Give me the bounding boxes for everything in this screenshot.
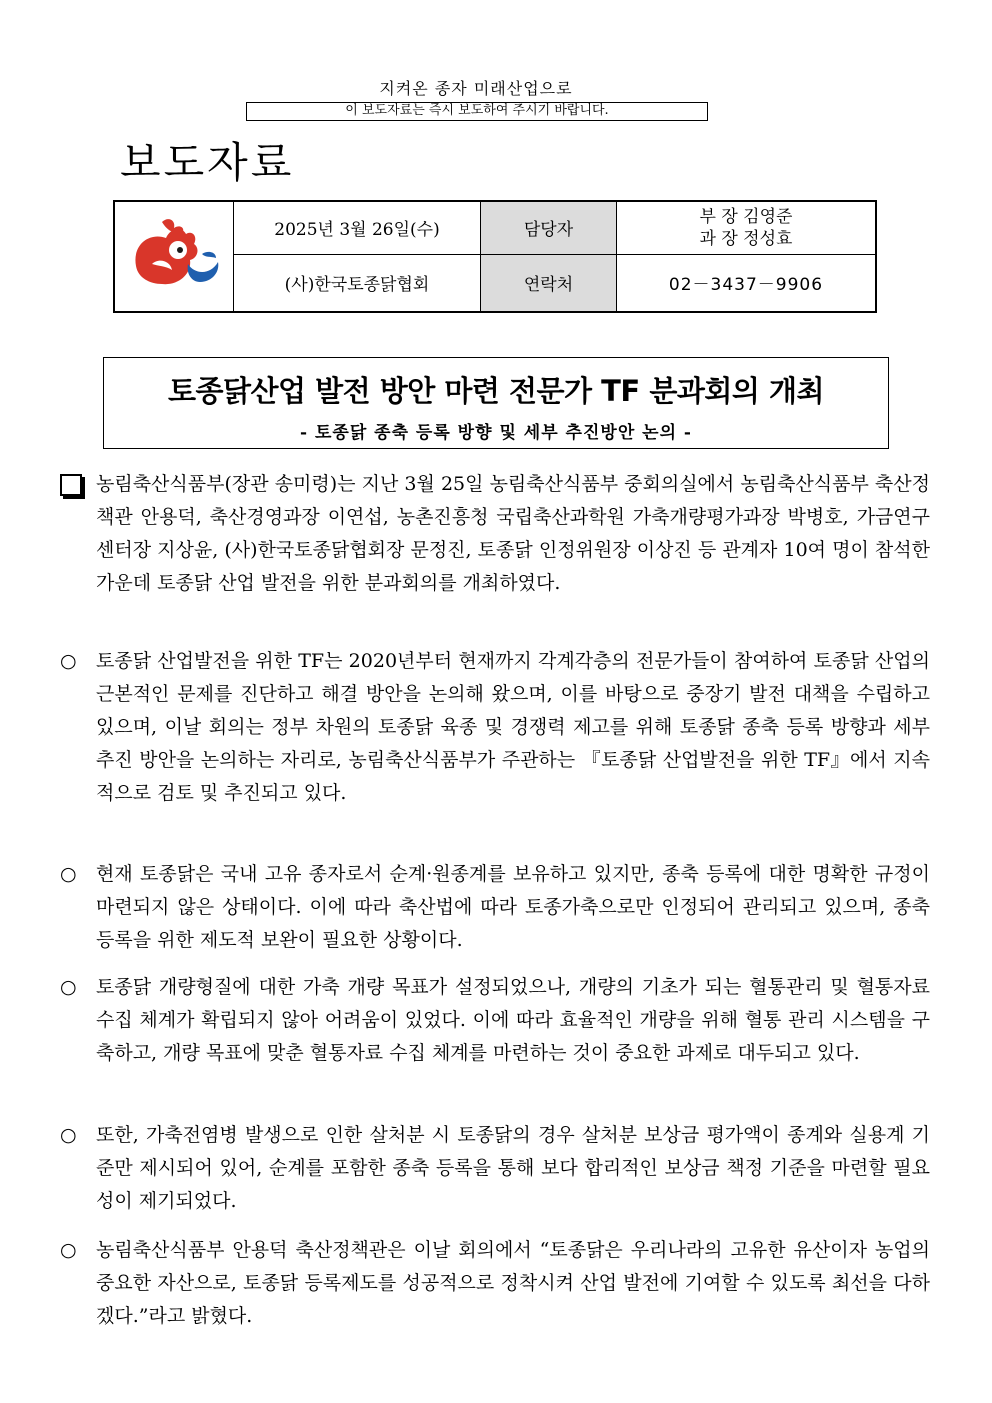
contact-name-1: 부 장 김영준 <box>699 206 793 227</box>
paragraph-text: 농림축산식품부(장관 송미령)는 지난 3월 25일 농림축산식품부 중회의실에서 농림축산식품부 축산정책관 안용덕, 축산경영과장 이연섭, 농촌진흥청 국립축산과학원 가축개량평가과장 박병호, 가금연구센터장 지상윤, (사)한국토종닭협회장 문정진, 토종닭 인정위원장 이상진 등 관계자 10여 명이 참석한 가운데 토종닭 산업 발전을 위한 분과회의를 개최하였다. <box>96 473 930 594</box>
paragraph-text: 농림축산식품부 안용덕 축산정책관은 이날 회의에서 “토종닭은 우리나라의 고유한 유산이자 농업의 중요한 자산으로, 토종닭 등록제도를 성공적으로 정착시켜 산업 발전에 기여할 수 있도록 최선을 다하겠다.”라고 밝혔다. <box>96 1239 930 1327</box>
paragraph-text: 토종닭 개량형질에 대한 가축 개량 목표가 설정되었으나, 개량의 기초가 되는 혈통관리 및 혈통자료 수집 체계가 확립되지 않아 어려움이 있었다. 이에 따라 효율적인 개량을 위해 혈통 관리 시스템을 구축하고, 개량 목표에 맞춘 혈통자료 수집 체계를 마련하는 것이 중요한 과제로 대두되고 있다. <box>96 976 930 1064</box>
contact-names <box>617 201 877 254</box>
slogan: 지켜온 종자 미래산업으로 <box>379 79 573 98</box>
paragraph-2 <box>60 645 930 810</box>
release-date: 2025년 3월 26일(수) <box>234 201 481 254</box>
paragraph-text: 또한, 가축전염병 발생으로 인한 살처분 시 토종닭의 경우 살처분 보상금 평가액이 종계와 실용계 기준만 제시되어 있어, 순계를 포함한 종축 등록을 통해 보다 합리적인 보상금 책정 기준을 마련할 필요성이 제기되었다. <box>96 1124 930 1212</box>
paragraph-6 <box>60 1234 930 1333</box>
headline-title: 토종닭산업 발전 방안 마련 전문가 TF 분과회의 개최 <box>167 374 825 408</box>
circle-bullet-icon: ○ <box>60 1124 77 1146</box>
headline-box <box>103 357 889 449</box>
paragraph-4 <box>60 971 930 1070</box>
phone-label: 연락처 <box>481 254 617 312</box>
paragraph-text: 현재 토종닭은 국내 고유 종자로서 순계·원종계를 보유하고 있지만, 종축 등록에 대한 명확한 규정이 마련되지 않은 상태이다. 이에 따라 축산법에 따라 토종가축으로만 인정되어 관리되고 있으며, 종축 등록을 위한 제도적 보완이 필요한 상황이다. <box>96 863 930 951</box>
paragraph-1 <box>60 468 930 600</box>
paragraph-5 <box>60 1119 930 1218</box>
circle-bullet-icon: ○ <box>60 863 77 885</box>
logo-cell <box>114 201 234 312</box>
circle-bullet-icon: ○ <box>60 976 77 998</box>
contact-label: 담당자 <box>481 201 617 254</box>
square-bullet-icon <box>60 468 82 507</box>
phone-number: 02－3437－9906 <box>617 254 877 312</box>
circle-bullet-icon: ○ <box>60 1239 77 1261</box>
info-table <box>113 200 877 313</box>
embargo-notice: 이 보도자료는 즉시 보도하여 주시기 바랍니다. <box>246 102 708 121</box>
organization-name: (사)한국토종닭협회 <box>234 254 481 312</box>
association-logo-icon <box>122 214 226 294</box>
headline-subtitle: - 토종닭 종축 등록 방향 및 세부 추진방안 논의 - <box>300 423 692 443</box>
contact-name-2: 과 장 정성효 <box>699 228 793 249</box>
circle-bullet-icon: ○ <box>60 650 77 672</box>
paragraph-3 <box>60 858 930 957</box>
paragraph-text: 토종닭 산업발전을 위한 TF는 2020년부터 현재까지 각계각층의 전문가들이 참여하여 토종닭 산업의 근본적인 문제를 진단하고 해결 방안을 논의해 왔으며, 이를 바탕으로 중장기 발전 대책을 수립하고 있으며, 이날 회의는 정부 차원의 토종닭 육종 및 경쟁력 제고를 위해 토종닭 종축 등록 방향과 세부 추진 방안을 논의하는 자리로, 농림축산식품부가 주관하는 『토종닭 산업발전을 위한 TF』에서 지속적으로 검토 및 추진되고 있다. <box>96 650 930 804</box>
document-title: 보도자료 <box>120 138 295 187</box>
